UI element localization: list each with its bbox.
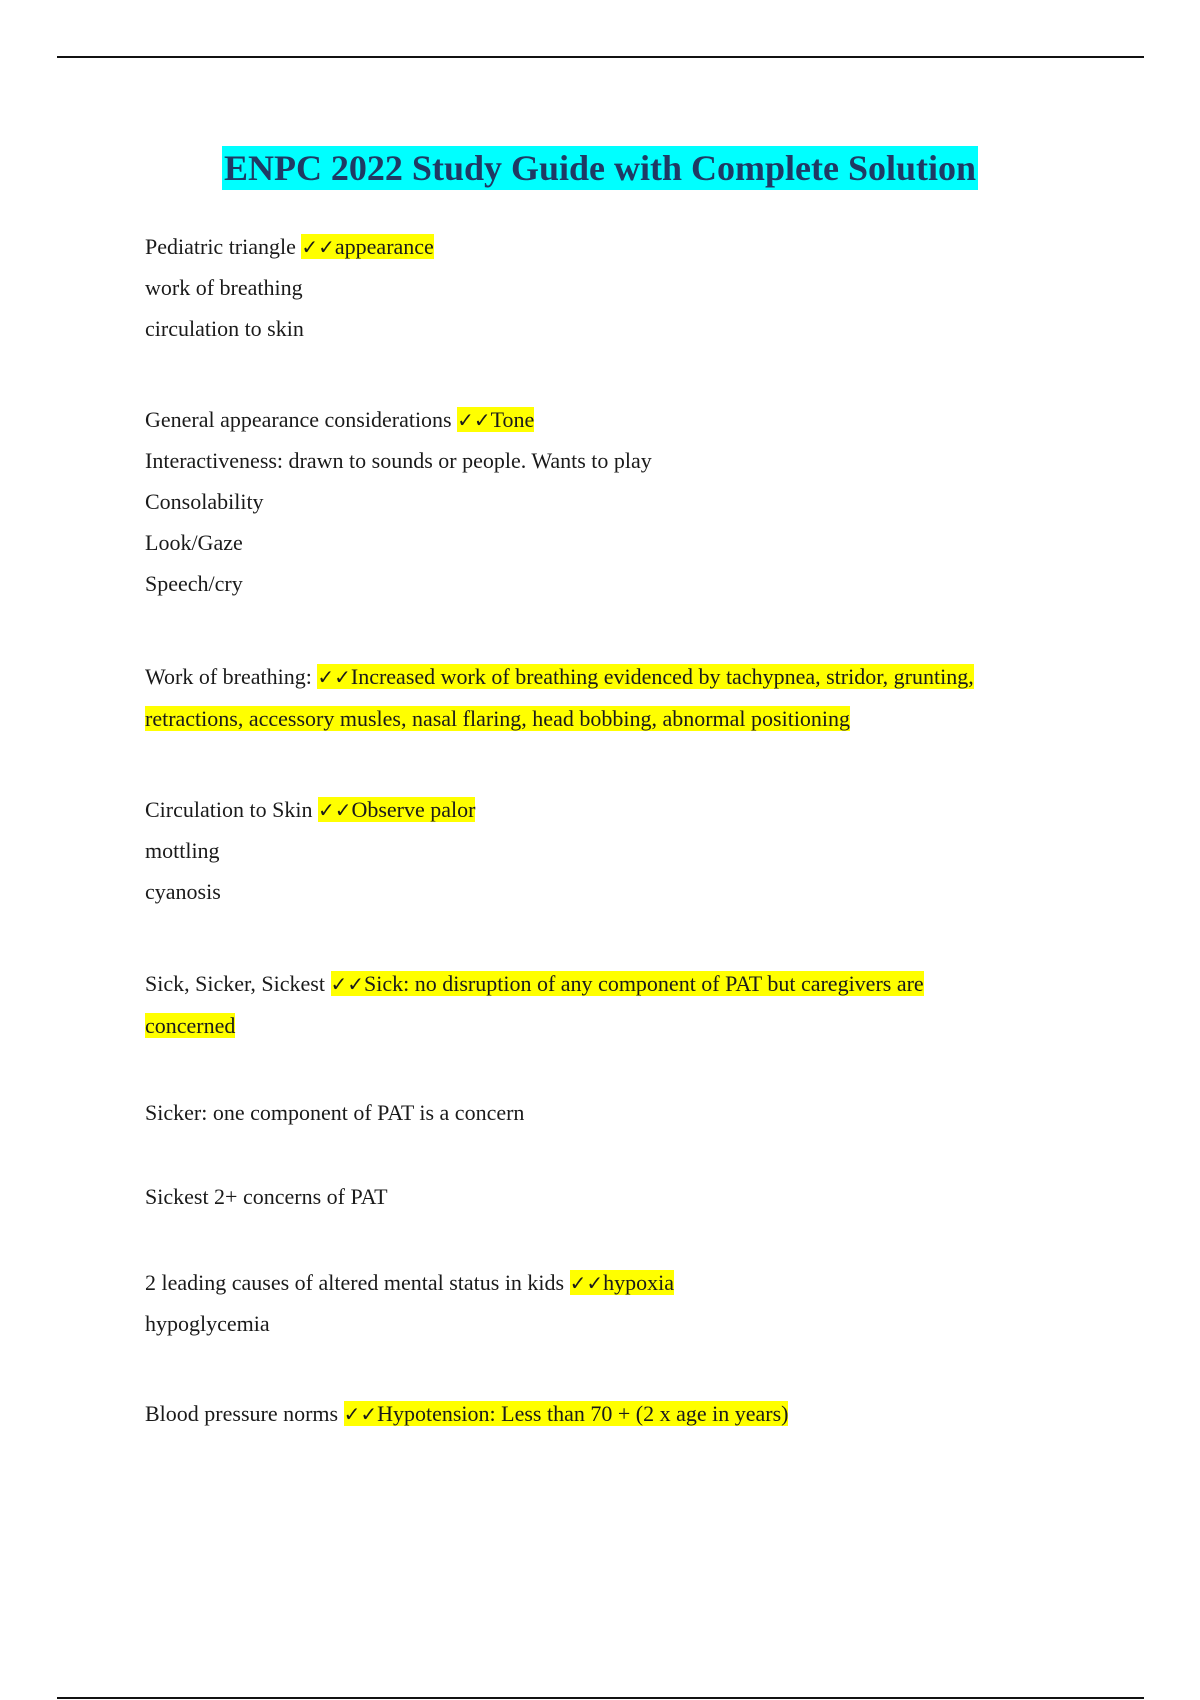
question-line (145, 1393, 1075, 1434)
qa-entry (145, 1262, 1075, 1344)
check-mark-icon: ✓✓ (569, 1271, 604, 1295)
question-line (145, 1262, 1075, 1303)
check-mark-icon: ✓✓ (343, 1402, 378, 1426)
answer-line: Look/Gaze (145, 530, 243, 555)
question-line (145, 226, 1075, 267)
check-mark-icon: ✓✓ (301, 235, 335, 259)
question-text: Pediatric triangle (145, 234, 302, 259)
answer-text: Sick: no disruption of any component of PAT but caregivers are (364, 971, 924, 996)
question-text: Work of breathing: (145, 664, 318, 689)
question-line (145, 789, 1075, 830)
answer-highlight (344, 1401, 789, 1426)
bottom-rule (57, 1697, 1144, 1699)
answer-wrap-line (145, 1005, 1075, 1047)
answer-highlight (570, 1270, 674, 1295)
qa-entry (145, 963, 1075, 1047)
qa-entry (145, 656, 1075, 740)
question-text: 2 leading causes of altered mental status in kids (145, 1270, 570, 1295)
answer-highlight (318, 797, 476, 822)
document-title: ENPC 2022 Study Guide with Complete Solution (223, 148, 977, 188)
question-text: General appearance considerations (145, 407, 458, 432)
answer-text: appearance (334, 234, 434, 259)
answer-line: Interactiveness: drawn to sounds or people. Wants to play (145, 448, 652, 473)
answer-line: hypoglycemia (145, 1311, 270, 1336)
check-mark-icon: ✓✓ (330, 972, 365, 996)
check-mark-icon: ✓✓ (457, 408, 491, 432)
answer-text: Observe palor (351, 797, 476, 822)
answer-highlight: concerned (145, 1013, 236, 1038)
answer-text: hypoxia (603, 1270, 675, 1295)
answer-highlight (301, 234, 433, 259)
answer-line: circulation to skin (145, 316, 304, 341)
text-line: Sickest 2+ concerns of PAT (145, 1184, 388, 1209)
answer-wrap-line (145, 698, 1075, 740)
qa-entry (145, 399, 1075, 604)
answer-line: work of breathing (145, 275, 303, 300)
question-text: Circulation to Skin (145, 797, 318, 822)
answer-highlight (331, 971, 924, 996)
answer-highlight: retractions, accessory musles, nasal flaring, head bobbing, abnormal positioning (145, 706, 851, 731)
qa-entry (145, 789, 1075, 912)
top-rule (57, 56, 1144, 58)
check-mark-icon: ✓✓ (317, 798, 352, 822)
answer-text: Increased work of breathing evidenced by tachypnea, stridor, grunting, (350, 664, 974, 689)
answer-highlight (457, 407, 534, 432)
check-mark-icon: ✓✓ (317, 665, 351, 689)
question-line (145, 963, 1075, 1005)
qa-entry (145, 1393, 1075, 1434)
text-line: Sicker: one component of PAT is a concern (145, 1100, 525, 1125)
answer-highlight (317, 664, 973, 689)
title-container (0, 146, 1200, 190)
answer-text: Hypotension: Less than 70 + (2 x age in years) (377, 1401, 789, 1426)
text-entry (145, 1092, 1075, 1133)
answer-line: Speech/cry (145, 571, 243, 596)
question-text: Blood pressure norms (145, 1401, 344, 1426)
answer-line: cyanosis (145, 879, 221, 904)
answer-line: mottling (145, 838, 220, 863)
answer-text: Tone (490, 407, 535, 432)
question-text: Sick, Sicker, Sickest (145, 971, 331, 996)
question-line (145, 656, 1075, 698)
question-line (145, 399, 1075, 440)
answer-line: Consolability (145, 489, 264, 514)
text-entry (145, 1176, 1075, 1217)
qa-entry (145, 226, 1075, 349)
